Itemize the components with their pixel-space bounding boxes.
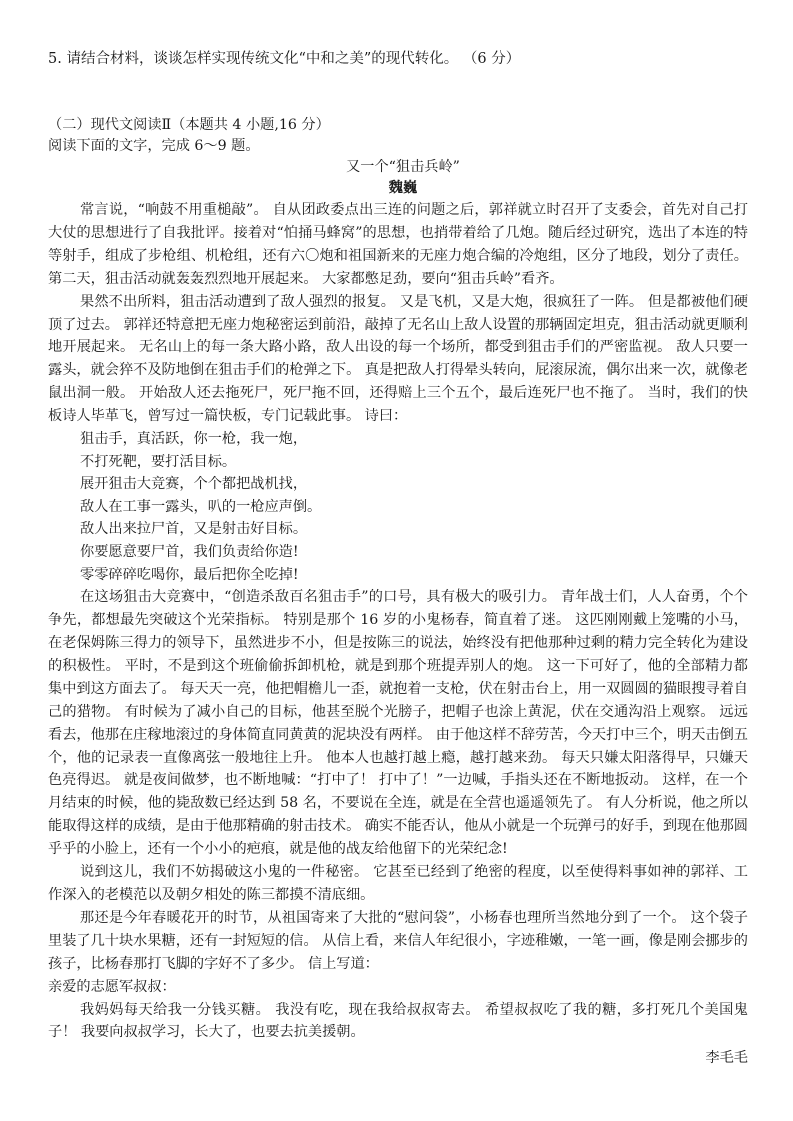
section-header: （二）现代文阅读Ⅱ（本题共 4 小题,16 分） <box>48 117 330 133</box>
poem-line: 敌人出来拉尸首，又是射击好目标。 <box>80 521 308 538</box>
question-5: 5. 请结合材料，谈谈怎样实现传统文化“中和之美”的现代转化。 （6 分） <box>48 51 521 67</box>
letter-salutation: 亲爱的志愿军叔叔： <box>48 978 176 995</box>
article-title: 又一个“狙击兵岭” <box>346 159 460 175</box>
reading-instruction: 阅读下面的文字，完成 6～9 题。 <box>48 138 260 154</box>
poem-line: 狙击手，真活跃，你一枪，我一炮， <box>80 431 308 448</box>
article-paragraph: 说到这儿，我们不妨揭破这小鬼的一件秘密。 它甚至已经到了绝密的程度，以至使得料事如神的郭祥、工作深入的老模范以及朝夕相处的陈三都摸不清底细。 <box>48 864 748 903</box>
article-paragraph: 果然不出所料，狙击活动遭到了敌人强烈的报复。 又是飞机，又是大炮，很疯狂了一阵。 但是都被他们硬顶了过去。 郭祥还特意把无座力炮秘密运到前沿，敲掉了无名山上敌人设置的那辆固定坦克，狙击活动就更顺利地开展起来。 无名山上的每一条大路小路，敌人出设的每一个场所，都受到狙击手们的严密监视。 敌人只要一露头，就会猝不及防地倒在狙击手们的枪弹之下。 真是把敌人打得晕头转向，屁滚尿流，偶尔出来一次，就像老鼠出洞一般。 开始敌人还去拖死尸，死尸拖不回，还得赔上三个五个，最后连死尸也不拖了。 当时，我们的快板诗人毕革飞，曾写过一篇快板，专门记载此事。 诗曰： <box>48 293 748 425</box>
article-paragraph: 常言说，“响鼓不用重槌敲”。 自从团政委点出三连的问题之后，郭祥就立时召开了支委会，首先对自己打大仗的思想进行了自我批评。接着对“怕捅马蜂窝”的思想，也捎带着给了几炮。随后经过研究，选出了本连的特等射手，组成了步枪组、机枪组，还有六〇炮和祖国新来的无座力炮合编的冷炮组，区分了地段，划分了责任。 第二天，狙击活动就轰轰烈烈地开展起来。 大家都憋足劲，要向“狙击兵岭”看齐。 <box>48 202 748 287</box>
poem <box>48 428 748 586</box>
poem-line: 零零碎碎吃喝你，最后把你全吃掉! <box>80 566 299 583</box>
poem-line: 你要愿意要尸首，我们负责给你造! <box>80 544 299 561</box>
article-author: 魏巍 <box>388 180 418 196</box>
article-paragraph: 在这场狙击大竞赛中，“创造杀敌百名狙击手”的口号，具有极大的吸引力。 青年战士们，人人奋勇，个个争先，都想最先突破这个光荣指标。 特别是那个 16 岁的小鬼杨春，简直着了迷。 这匹刚刚戴上笼嘴的小马，在老保姆陈三得力的领导下，虽然进步不小，但是按陈三的说法，始终没有把他那种过剩的精力完全转化为建设的积极性。 平时，不是到这个班偷偷拆卸机枪，就是到那个班提弄别人的炮。 这一下可好了，他的全部精力都集中到这方面去了。 每天天一亮，他把帽檐儿一歪，就抱着一支枪，伏在射击台上，用一双圆圆的猫眼搜寻着自己的猎物。 有时候为了减小自己的目标，他甚至脱个光膀子，把帽子也涂上黄泥，伏在交通沟沿上观察。 远远看去，他那在庄稼地滚过的身体简直同黄黄的泥块没有两样。 由于他这样不辞劳苦，今天打中三个，明天击倒五个，他的记录表一直像离弦一般地往上升。 他本人也越打越上瘾，越打越来劲。 每天只嫌太阳落得早，只嫌天色亮得迟。 就是夜间做梦，也不断地喊：“打中了！ 打中了！”一边喊，手指头还在不断地扳动。 这样，在一个月结束的时候，他的毙敌数已经达到 58 名，不要说在全连，就是在全营也遥遥领先了。 有人分析说，他之所以能取得这样的成绩，是由于他那精确的射击技术。 确实不能否认，他从小就是一个玩弹弓的好手，到现在他那圆乎乎的小脸上，还有一个小小的疤痕，就是他的战友给他留下的光荣纪念! <box>48 589 748 858</box>
exam-page <box>48 48 748 1070</box>
poem-line: 不打死靶，要打活目标。 <box>80 453 237 470</box>
poem-line: 敌人在工事一露头，叭的一枪应声倒。 <box>80 498 322 515</box>
article-paragraph: 那还是今年春暖花开的时节，从祖国寄来了大批的“慰问袋”，小杨春也理所当然地分到了一个。 这个袋子里装了几十块水果糖，还有一封短短的信。 从信上看，来信人年纪很小，字迹稚嫩，一笔一画，像是刚会挪步的孩子，比杨春那打飞脚的字好不了多少。 信上写道： <box>48 909 748 972</box>
poem-line: 展开狙击大竞赛，个个都把战机找， <box>80 476 308 493</box>
letter-signature: 李毛毛 <box>705 1050 748 1067</box>
letter-body: 我妈妈每天给我一分钱买糖。 我没有吃，现在我给叔叔寄去。 希望叔叔吃了我的糖，多打死几个美国鬼子！ 我要向叔叔学习，长大了，也要去抗美援朝。 <box>48 1001 748 1041</box>
